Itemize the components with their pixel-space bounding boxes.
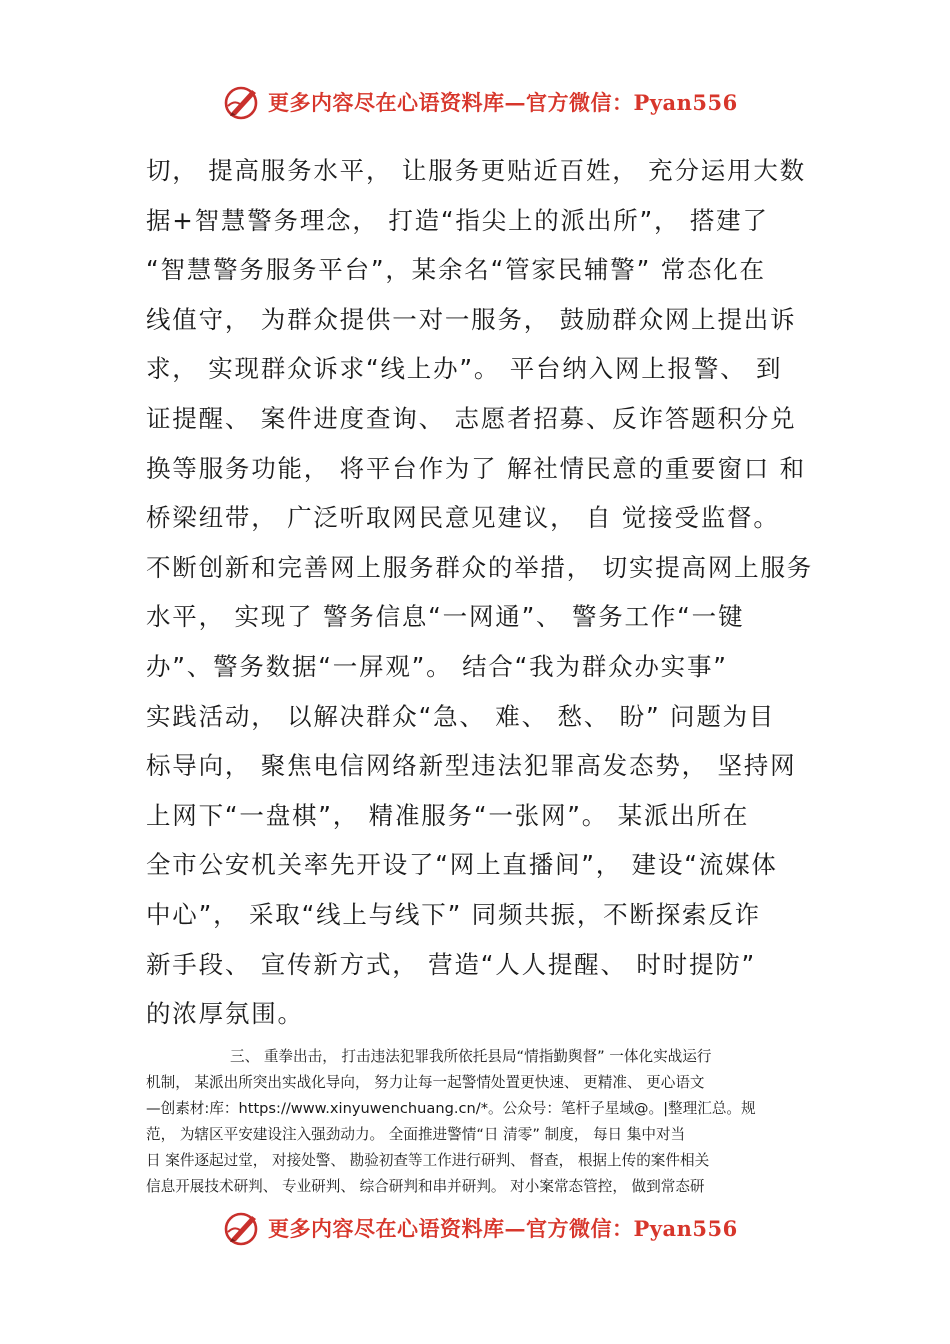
text-line: 线值守， 为群众提供一对一服务， 鼓励群众网上提出诉 — [146, 304, 797, 334]
text-line: 全市公安机关率先开设了“网上直播间”， 建设“流媒体 — [146, 850, 778, 880]
text-line: 范， 为辖区平安建设注入强劲动力。 全面推进警情“日 清零” 制度， 每日 集中对当 — [146, 1126, 686, 1143]
text-line: 中心”， 采取“线上与线下” 同频共振，不断探索反诈 — [146, 899, 761, 929]
text-line: “智慧警务服务平台”，某余名“管家民辅警” 常态化在 — [146, 255, 766, 285]
text-line: 水平， 实现了 警务信息“一网通”、 警务工作“一键 — [146, 602, 745, 632]
text-line: 新手段、 宣传新方式， 营造“人人提醒、 时时提防” — [146, 949, 757, 979]
text-line: 不断创新和完善网上服务群众的举措， 切实提高网上服务 — [146, 552, 814, 582]
text-line: 机制， 某派出所突出实战化导向， 努力让每一起警情处置更快速、 更精准、 更心语文 — [146, 1074, 705, 1091]
text-line: 求， 实现群众诉求“线上办”。 平台纳入网上报警、 到 — [146, 354, 783, 384]
text-line: 桥梁纽带， 广泛听取网民意见建议， 自 觉接受监督。 — [146, 503, 780, 533]
header-banner-text: 更多内容尽在心语资料库—官方微信：Pyan556 — [268, 90, 738, 115]
text-line: 换等服务功能， 将平台作为了 解社情民意的重要窗口 和 — [146, 453, 806, 483]
header-banner — [222, 80, 742, 124]
pen-logo-icon — [222, 82, 262, 122]
text-line: 切， 提高服务水平， 让服务更贴近百姓， 充分运用大数 — [146, 156, 806, 185]
text-line: 信息开展技术研判、 专业研判、 综合研判和串并研判。 对小案常态管控， 做到常态研 — [146, 1178, 705, 1195]
main-paragraph — [146, 146, 814, 1039]
section-paragraph — [146, 1044, 806, 1200]
text-line: 标导向， 聚焦电信网络新型违法犯罪高发态势， 坚持网 — [146, 751, 797, 781]
footer-banner-text: 更多内容尽在心语资料库—官方微信：Pyan556 — [268, 1216, 738, 1241]
text-line: 日 案件逐起过堂， 对接处警、 勘验初查等工作进行研判、 督查， 根据上传的案件相关 — [146, 1152, 710, 1169]
text-line: —创素材:库：https://www.xinyuwenchuang.cn/*。公众号：笔杆子星域@。|整理汇总。规 — [146, 1100, 756, 1117]
text-line: 上网下“一盘棋”， 精准服务“一张网”。 某派出所在 — [146, 800, 750, 830]
pen-logo-icon — [222, 1208, 262, 1248]
text-line: 证提醒、 案件进度查询、 志愿者招募、反诈答题积分兑 — [146, 403, 797, 433]
footer-banner — [222, 1206, 742, 1250]
section-heading-line: 三、 重拳出击， 打击违法犯罪我所依托县局“情指勤舆督” 一体化实战运行 — [230, 1048, 712, 1065]
text-line: 的浓厚氛围。 — [146, 999, 304, 1029]
text-line: 实践活动， 以解决群众“急、 难、 愁、 盼” 问题为目 — [146, 701, 776, 731]
text-line: 办”、警务数据“一屏观”。 结合“我为群众办实事” — [146, 651, 728, 681]
text-line: 据+智慧警务理念， 打造“指尖上的派出所”， 搭建了 — [146, 205, 769, 235]
